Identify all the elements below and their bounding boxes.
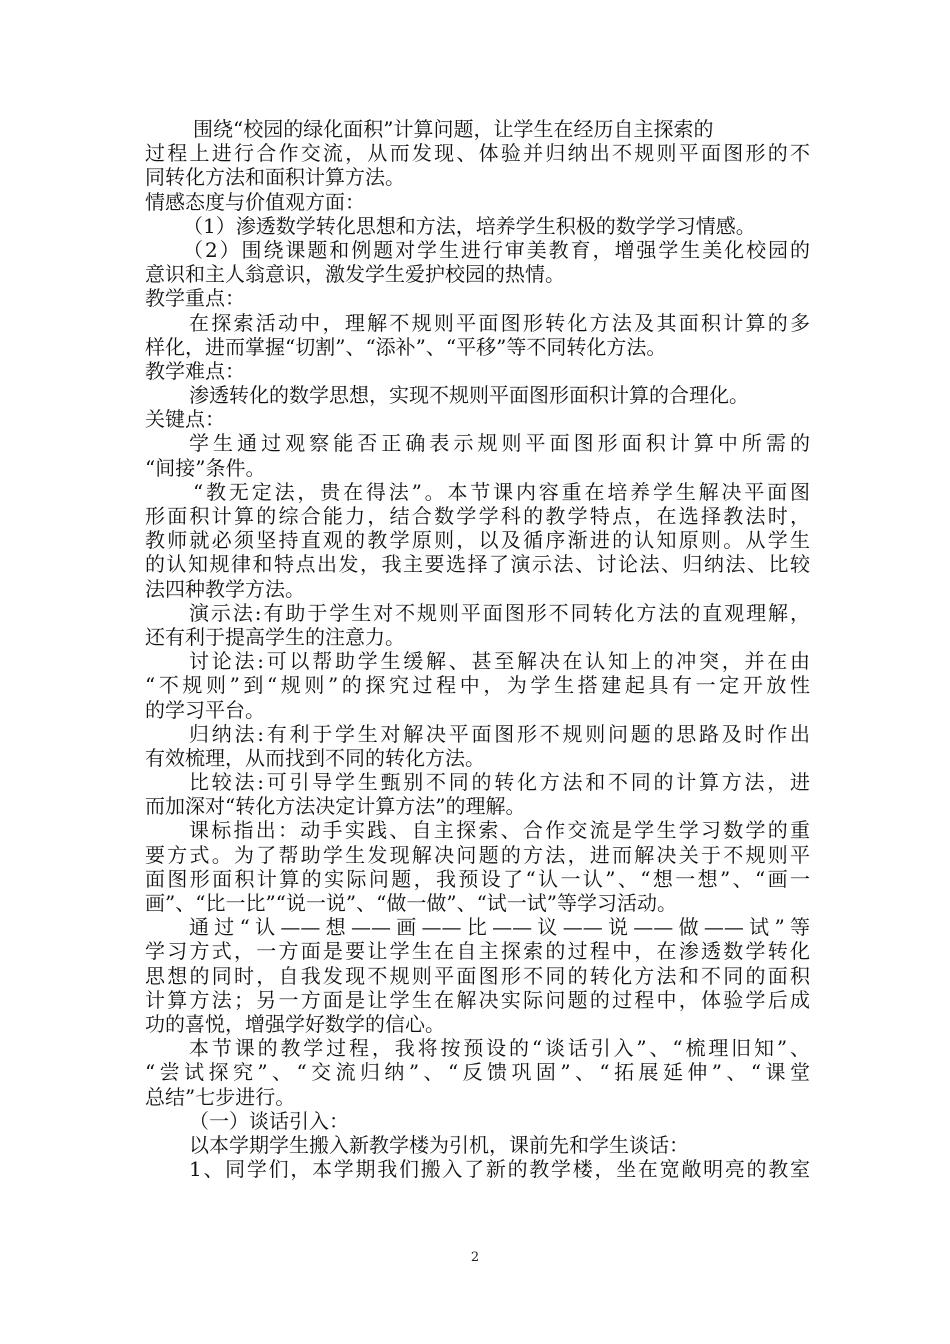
- subsection-heading: （一）谈话引入：: [189, 1108, 349, 1133]
- paragraph-line: 教师就必须坚持直观的教学原则，以及循序渐进的认知原则。从学生: [145, 528, 810, 553]
- paragraph-line: 归纳法:有利于学生对解决平面图形不规则问题的思路及时作出: [189, 721, 810, 746]
- paragraph-line: 功的喜悦，增强学好数学的信心。: [145, 1011, 445, 1036]
- paragraph-line: “教无定法，贵在得法”。本节课内容重在培养学生解决平面图: [193, 479, 810, 504]
- paragraph-line: 过程上进行合作交流，从而发现、体验并归纳出不规则平面图形的不: [145, 141, 810, 166]
- paragraph-line: 要方式。为了帮助学生发现解决问题的方法，进而解决关于不规则平: [145, 842, 810, 867]
- section-heading: 关键点：: [145, 407, 225, 432]
- paragraph-line: “间接”条件。: [145, 455, 266, 480]
- paragraph-line: 在探索活动中，理解不规则平面图形转化方法及其面积计算的多: [189, 310, 810, 335]
- section-heading: 情感态度与价值观方面：: [145, 189, 365, 214]
- paragraph-line: 学生通过观察能否正确表示规则平面图形面积计算中所需的: [189, 431, 810, 456]
- paragraph-line: “不规则”到“规则”的探究过程中，为学生搭建起具有一定开放性: [145, 673, 810, 698]
- paragraph-line: 画”、“比一比”“说一说”、“做一做”、“试一试”等学习活动。: [145, 891, 678, 915]
- paragraph-line: 围绕“校园的绿化面积”计算问题，让学生在经历自主探索的: [193, 117, 714, 141]
- section-heading: 教学重点：: [145, 286, 245, 311]
- paragraph-line: 渗透转化的数学思想，实现不规则平面图形面积计算的合理化。: [189, 383, 749, 408]
- paragraph-line: 演示法:有助于学生对不规则平面图形不同转化方法的直观理解，: [189, 600, 810, 625]
- paragraph-line: 形面积计算的综合能力，结合数学学科的教学特点，在选择教法时，: [145, 504, 810, 528]
- paragraph-line: 样化，进而掌握“切割”、“添补”、“平移”等不同转化方法。: [145, 334, 667, 359]
- paragraph-line: 的学习平台。: [145, 697, 265, 722]
- paragraph-line: 有效梳理，从而找到不同的转化方法。: [145, 745, 485, 770]
- paragraph-line: 本节课的教学过程，我将按预设的“谈话引入”、“梳理旧知”、: [189, 1036, 810, 1061]
- paragraph-line: 1、同学们，本学期我们搬入了新的教学楼，坐在宽敞明亮的教室: [189, 1157, 810, 1182]
- paragraph-line: 还有利于提高学生的注意力。: [145, 624, 405, 649]
- paragraph-line: 通过“认——想——画——比——议——说——做——试”等: [189, 915, 810, 940]
- paragraph-line: 计算方法；另一方面是让学生在解决实际问题的过程中，体验学后成: [145, 987, 810, 1012]
- page-number: 2: [470, 1250, 480, 1265]
- paragraph-line: 法四种教学方法。: [145, 576, 305, 601]
- document-body: [145, 117, 810, 1181]
- list-item: （2）围绕课题和例题对学生进行审美教育，增强学生美化校园的: [183, 237, 810, 262]
- paragraph-line: 学习方式，一方面是要让学生在自主探索的过程中，在渗透数学转化: [145, 939, 810, 964]
- paragraph-line: 比较法:可引导学生甄别不同的转化方法和不同的计算方法，进: [189, 770, 810, 795]
- paragraph-line: 以本学期学生搬入新教学楼为引机，课前先和学生谈话：: [189, 1132, 689, 1157]
- paragraph-line: 课标指出：动手实践、自主探索、合作交流是学生学习数学的重: [189, 818, 810, 843]
- section-heading: 教学难点：: [145, 358, 245, 383]
- list-item: （1）渗透数学转化思想和方法，培养学生积极的数学学习情感。: [183, 213, 756, 238]
- paragraph-line: 面图形面积计算的实际问题，我预设了“认一认”、“想一想”、“画一: [145, 866, 810, 891]
- paragraph-line: 同转化方法和面积计算方法。: [145, 165, 405, 190]
- paragraph-line: 总结”七步进行。: [145, 1084, 296, 1109]
- paragraph-line: “尝试探究”、“交流归纳”、“反馈巩固”、“拓展延伸”、“课堂: [145, 1060, 810, 1085]
- paragraph-line: 的认知规律和特点出发，我主要选择了演示法、讨论法、归纳法、比较: [145, 552, 810, 577]
- paragraph-line: 讨论法:可以帮助学生缓解、甚至解决在认知上的冲突，并在由: [189, 649, 810, 674]
- paragraph-line: 而加深对“转化方法决定计算方法”的理解。: [145, 794, 526, 819]
- paragraph-line: 意识和主人翁意识，激发学生爱护校园的热情。: [145, 262, 565, 287]
- paragraph-line: 思想的同时，自我发现不规则平面图形不同的转化方法和不同的面积: [145, 963, 810, 988]
